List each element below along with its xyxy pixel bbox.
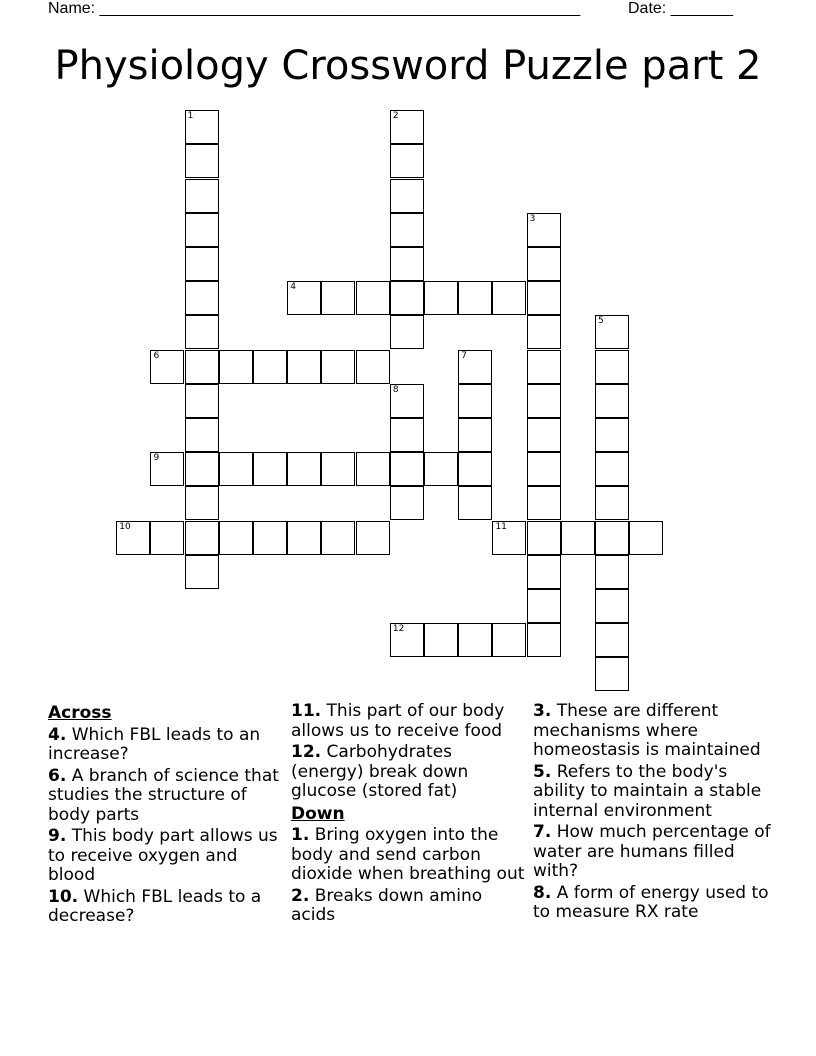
date-field[interactable]: Date: _______ [628,0,733,17]
grid-cell[interactable] [595,589,629,623]
grid-cell[interactable] [595,486,629,520]
clue-text: A branch of science that studies the structure of body parts [48,765,279,825]
grid-cell[interactable] [390,110,424,144]
grid-cell[interactable] [492,521,526,555]
grid-cell[interactable] [185,418,219,452]
clue-column-3 [533,702,773,923]
grid-cell[interactable] [219,350,253,384]
clue-across-12 [291,743,525,802]
grid-cell[interactable] [356,350,390,384]
grid-cell[interactable] [527,384,561,418]
grid-cell[interactable] [595,350,629,384]
grid-cell[interactable] [527,350,561,384]
clue-across-4 [48,726,284,765]
grid-cell[interactable] [253,452,287,486]
grid-cell[interactable] [390,281,424,315]
clue-number: 5. [533,761,552,782]
grid-cell[interactable] [219,452,253,486]
clue-text: These are different mechanisms where homeostasis is maintained [533,701,761,760]
grid-cell[interactable] [458,452,492,486]
grid-cell[interactable] [458,350,492,384]
grid-cell[interactable] [185,144,219,178]
grid-cell[interactable] [185,521,219,555]
clue-text: Which FBL leads to a decrease? [48,886,262,926]
grid-cell[interactable] [458,418,492,452]
grid-cell[interactable] [185,555,219,589]
clue-text: This part of our body allows us to receive food [291,701,505,741]
grid-cell[interactable] [219,521,253,555]
grid-cell[interactable] [321,521,355,555]
grid-cell[interactable] [492,623,526,657]
grid-cell[interactable] [185,384,219,418]
grid-cell[interactable] [150,350,184,384]
cell-number: 2 [392,111,399,122]
grid-cell[interactable] [424,623,458,657]
grid-cell[interactable] [595,452,629,486]
clue-number: 2. [291,885,310,906]
grid-cell[interactable] [527,315,561,349]
clue-number: 11. [291,701,322,721]
grid-cell[interactable] [458,281,492,315]
clue-down-3 [533,702,773,761]
clue-down-8 [533,884,773,923]
grid-cell[interactable] [527,247,561,281]
clue-text: Refers to the body's ability to maintain a stable internal environment [533,761,762,821]
clue-across-11 [291,702,525,741]
grid-cell[interactable] [356,281,390,315]
clue-number: 4. [48,724,67,745]
grid-cell[interactable] [390,144,424,178]
clue-across-9 [48,827,284,886]
grid-cell[interactable] [595,657,629,691]
clue-column-1 [48,702,284,927]
clue-text: A form of energy used to to measure RX rate [533,882,769,922]
clue-column-2 [291,702,525,926]
grid-cell[interactable] [458,623,492,657]
grid-cell[interactable] [595,315,629,349]
clue-text: Which FBL leads to an increase? [48,724,261,764]
grid-cell[interactable] [492,281,526,315]
grid-cell[interactable] [595,623,629,657]
grid-cell[interactable] [287,350,321,384]
grid-cell[interactable] [390,213,424,247]
grid-cell[interactable] [150,452,184,486]
clue-number: 7. [533,822,552,842]
grid-cell[interactable] [527,555,561,589]
grid-cell[interactable] [527,281,561,315]
clue-number: 3. [533,701,552,721]
clue-number: 6. [48,765,67,786]
cell-number: 3 [529,213,536,224]
cell-number: 9 [153,453,160,464]
grid-cell[interactable] [424,452,458,486]
grid-cell[interactable] [561,521,595,555]
cell-number: 6 [153,350,160,361]
cell-number: 1 [187,111,194,122]
grid-cell[interactable] [185,281,219,315]
grid-cell[interactable] [253,521,287,555]
clue-down-2 [291,887,525,926]
name-field[interactable]: Name: ______________________________________________________ [48,0,581,17]
grid-cell[interactable] [390,418,424,452]
grid-cell[interactable] [527,623,561,657]
grid-cell[interactable] [527,452,561,486]
grid-cell[interactable] [185,452,219,486]
clue-across-6 [48,767,284,826]
clue-text: Bring oxygen into the body and send carbon dioxide when breathing out [291,825,525,884]
grid-cell[interactable] [629,521,663,555]
grid-cell[interactable] [390,247,424,281]
grid-cell[interactable] [185,247,219,281]
grid-cell[interactable] [390,179,424,213]
clue-down-5 [533,763,773,822]
grid-cell[interactable] [458,486,492,520]
clue-text: Carbohydrates (energy) break down glucose (stored fat) [291,742,469,801]
grid-cell[interactable] [390,452,424,486]
clue-number: 10. [48,886,79,907]
clue-down-1 [291,826,525,885]
cell-number: 10 [119,521,131,532]
grid-cell[interactable] [527,521,561,555]
clue-text: How much percentage of water are humans filled with? [533,822,771,881]
cell-number: 7 [461,350,467,361]
grid-cell[interactable] [287,521,321,555]
grid-cell[interactable] [390,384,424,418]
grid-cell[interactable] [287,452,321,486]
clue-text: This body part allows us to receive oxygen and blood [48,826,278,885]
clue-number: 8. [533,882,552,903]
grid-cell[interactable] [390,623,424,657]
grid-cell[interactable] [185,350,219,384]
cell-number: 5 [598,316,604,327]
clue-text: Breaks down amino acids [291,885,483,925]
across-heading: Across [48,703,112,723]
grid-cell[interactable] [116,521,150,555]
grid-cell[interactable] [527,418,561,452]
grid-cell[interactable] [595,521,629,555]
grid-cell[interactable] [185,110,219,144]
grid-cell[interactable] [321,452,355,486]
grid-cell[interactable] [527,486,561,520]
down-heading: Down [291,803,345,824]
grid-cell[interactable] [424,281,458,315]
grid-cell[interactable] [595,384,629,418]
grid-cell[interactable] [185,315,219,349]
grid-cell[interactable] [356,521,390,555]
grid-cell[interactable] [458,384,492,418]
grid-cell[interactable] [150,521,184,555]
cell-number: 12 [392,624,405,635]
clue-down-7 [533,823,773,882]
grid-cell[interactable] [185,179,219,213]
grid-cell[interactable] [287,281,321,315]
clue-number: 1. [291,825,310,845]
grid-cell[interactable] [527,213,561,247]
grid-cell[interactable] [185,486,219,520]
cell-number: 11 [495,521,507,532]
grid-cell[interactable] [390,315,424,349]
page-title: Physiology Crossword Puzzle part 2 [54,43,762,89]
grid-cell[interactable] [321,281,355,315]
grid-cell[interactable] [321,350,355,384]
grid-cell[interactable] [595,418,629,452]
grid-cell[interactable] [595,555,629,589]
clue-number: 12. [291,742,322,762]
clue-number: 9. [48,826,67,846]
clue-across-10 [48,888,284,927]
grid-cell[interactable] [253,350,287,384]
cell-number: 4 [290,282,296,293]
grid-cell[interactable] [356,452,390,486]
grid-cell[interactable] [527,589,561,623]
cell-number: 8 [392,384,399,395]
grid-cell[interactable] [185,213,219,247]
grid-cell[interactable] [390,486,424,520]
